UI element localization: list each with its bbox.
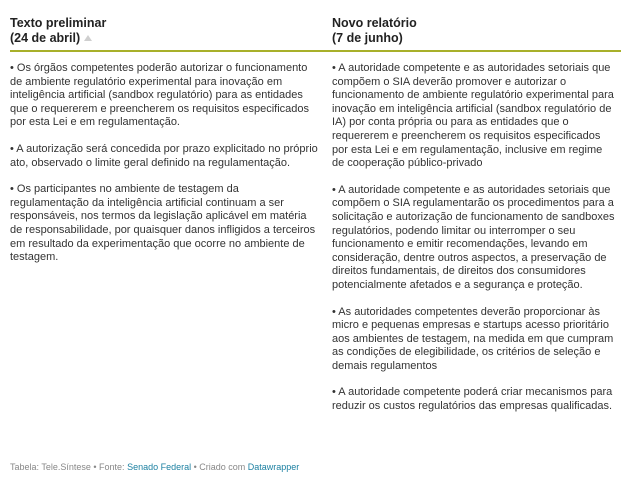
column-header-title: Novo relatório [332,16,417,30]
footer-credits [10,462,299,472]
comparison-table [10,10,621,427]
column-header-texto-preliminar[interactable] [10,10,332,50]
source-link[interactable]: Senado Federal [127,462,192,472]
sort-ascending-icon[interactable] [84,35,92,41]
table-cell-novo-relatorio [332,62,621,427]
column-header-title: Texto preliminar [10,16,107,30]
footer-middle: • Criado com [191,462,248,472]
bullet-paragraph: • A autoridade competente poderá criar mecanismos para reduzir os custos regulatórios das empresas qualificadas. [332,386,613,413]
footer-prefix: Tabela: Tele.Síntese • Fonte: [10,462,128,472]
bullet-paragraph: • A autoridade competente e as autoridades setoriais que compõem o SIA regulamentarão os procedimentos para a solicitação e autorização de funcionamento de sandboxes regulatórios, podendo limitar ou interromper o seu funcionamento e emitir recomendações, levando em consideração, dentre outros aspectos, a preservação de direitos fundamentais, de direitos dos consumidores potencialmente afetados e a segurança e proteção. [332,183,615,291]
bullet-paragraph: • As autoridades competentes deverão proporcionar às micro e pequenas empresas e startups acesso prioritário aos ambientes de testagem, na medida em que cumpram as condições de elegibilidade, os critérios de seleção e demais regulamentos [332,305,614,372]
column-header-date: (24 de abril) [10,31,81,45]
bullet-paragraph: • A autorização será concedida por prazo explicitado no próprio ato, observado o limite geral definido na regulamentação. [10,142,318,169]
table-header-row [10,10,621,52]
bullet-paragraph: • Os órgãos competentes poderão autorizar o funcionamento de ambiente regulatório experimental para inovação em inteligência artificial (sandbox regulatório) para as entidades que o requererem e preencherem os requisitos especificados por esta Lei e em regulamentação. [10,62,309,129]
column-header-date: (7 de junho) [332,31,403,45]
bullet-paragraph: • Os participantes no ambiente de testagem da regulamentação da inteligência artificial continuam a ser responsáveis, nos termos da legislação aplicável em matéria de responsabilidade, por quaisquer danos infligidos a terceiros em resultado da experimentação que ocorre no ambiente de testagem. [10,183,316,264]
table-row [10,52,621,427]
column-header-novo-relatorio[interactable] [332,10,621,50]
datawrapper-link[interactable]: Datawrapper [247,462,300,472]
table-cell-texto-preliminar [10,62,332,427]
bullet-paragraph: • A autoridade competente e as autoridades setoriais que compõem o SIA deverão promover e autorizar o funcionamento de ambiente regulatório experimental para inovação em inteligência artificial (sandbox regulatório de IA) por conta própria ou para as entidades que o requererem e preencherem os requisitos especificados por esta Lei e em regulamentação, inclusive em regime de cooperação público-privado [332,62,614,170]
